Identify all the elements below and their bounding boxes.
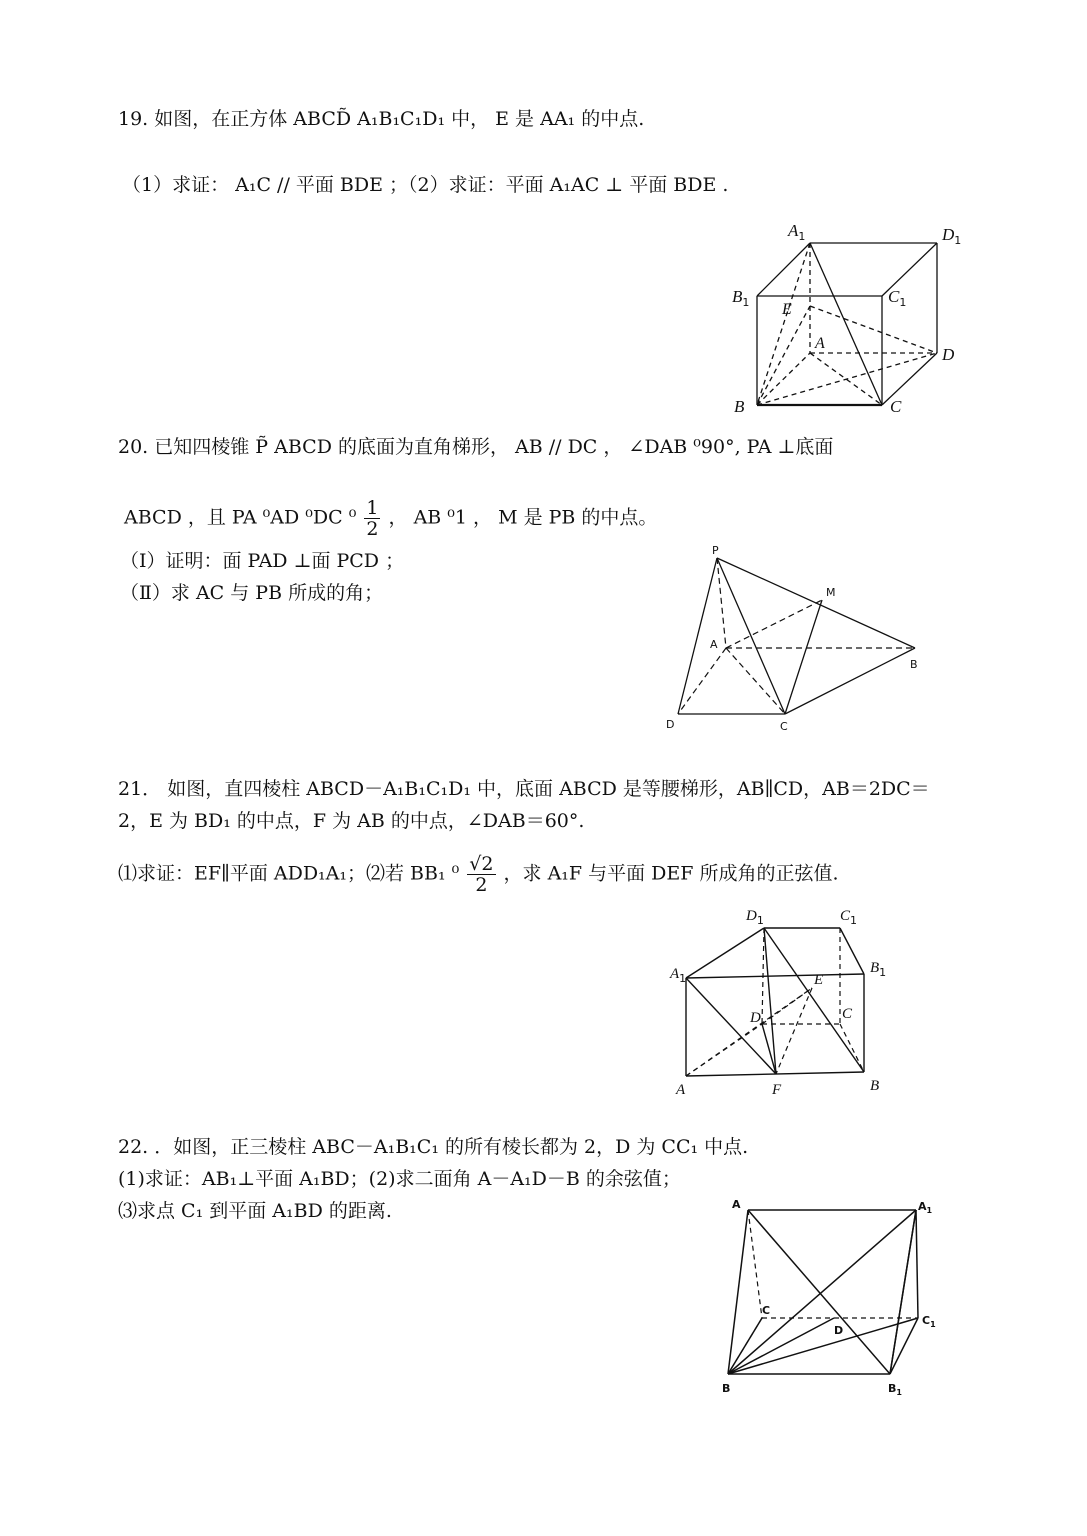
label-C1: $C_1$ (888, 287, 907, 309)
p21-line1: 21． 如图，直四棱柱 ABCD－A₁B₁C₁D₁ 中，底面 ABCD 是等腰梯形，AB∥CD，AB＝2DC＝ (118, 778, 930, 800)
label-A1: $A_1$ (918, 1200, 933, 1215)
label-E: E (782, 301, 792, 318)
label-D: D (750, 1010, 761, 1026)
p20-frac-num: 1 (366, 497, 379, 519)
label-D: D (666, 718, 675, 731)
p21-line3-left: ⑴求证：EF∥平面 ADD₁A₁；⑵若 BB₁ ⁰ (118, 862, 460, 885)
label-C: C (780, 720, 788, 733)
label-C1: $C_1$ (922, 1314, 936, 1329)
label-B: B (870, 1078, 880, 1094)
label-B1: $B_1$ (888, 1382, 902, 1397)
triangular-prism-figure (714, 1196, 944, 1400)
label-B1: $B_1$ (732, 287, 750, 309)
label-A: A (732, 1198, 741, 1211)
p19-line1: 19. 如图，在正方体 ABCD̃ A₁B₁C₁D₁ 中， E 是 AA₁ 的中点. (118, 108, 645, 130)
label-E: E (814, 972, 824, 988)
label-B: B (910, 658, 918, 671)
label-A: A (676, 1082, 686, 1098)
label-A1: $A_1$ (670, 966, 687, 985)
p21-frac-den: 2 (475, 874, 488, 896)
p21-fraction (467, 854, 495, 895)
label-D: D (942, 345, 955, 364)
p20-line2-right: ， AB ⁰1 ， M 是 PB 的中点。 (388, 506, 658, 529)
p19-line2: （1）求证： A₁C // 平面 BDE ；（2）求证：平面 A₁AC ⊥ 平面 BDE . (122, 174, 729, 196)
label-B: B (722, 1382, 731, 1395)
p22-line3: ⑶求点 C₁ 到平面 A₁BD 的距离. (118, 1200, 392, 1222)
label-A1: $A_1$ (788, 221, 806, 243)
label-C1: $C_1$ (840, 908, 858, 927)
label-M: M (826, 586, 836, 599)
p20-line1: 20. 已知四棱锥 P̃ ABCD 的底面为直角梯形， AB // DC ， ∠DAB ⁰90°, PA ⊥底面 (118, 436, 834, 458)
label-D1: $D_1$ (746, 908, 764, 927)
label-B1: $B_1$ (870, 960, 887, 979)
pyramid-figure (660, 544, 930, 740)
p21-line3-right: ，求 A₁F 与平面 DEF 所成角的正弦值. (503, 862, 839, 885)
cube-figure (720, 218, 980, 418)
p20-fraction (364, 498, 380, 539)
label-F: F (772, 1082, 782, 1098)
p22-line2: (1)求证：AB₁⊥平面 A₁BD；(2)求二面角 A－A₁D－B 的余弦值； (118, 1168, 681, 1190)
p20-line2-left: ABCD ，且 PA ⁰AD ⁰DC ⁰ (124, 506, 357, 529)
label-A: A (815, 335, 825, 352)
label-B: B (734, 397, 745, 416)
p20-frac-den: 2 (366, 518, 379, 540)
p20-line2 (124, 498, 657, 539)
label-A: A (710, 638, 718, 651)
p20-line3: （Ⅰ）证明：面 PAD ⊥面 PCD ； (120, 550, 405, 572)
p21-line3 (118, 854, 839, 895)
p20-line4: （Ⅱ）求 AC 与 PB 所成的角； (120, 582, 384, 604)
p21-frac-num: √2 (469, 853, 494, 875)
label-D1: $D_1$ (942, 225, 962, 247)
label-C: C (890, 397, 902, 416)
p21-line2: 2，E 为 BD₁ 的中点，F 为 AB 的中点，∠DAB＝60°. (118, 810, 585, 832)
label-C: C (842, 1006, 853, 1022)
prism-figure (664, 900, 900, 1100)
p22-line1: 22. ．如图，正三棱柱 ABC－A₁B₁C₁ 的所有棱长都为 2，D 为 CC₁ 中点. (118, 1136, 749, 1158)
label-P: P (712, 544, 719, 557)
label-C: C (762, 1304, 771, 1317)
label-D: D (834, 1324, 844, 1337)
